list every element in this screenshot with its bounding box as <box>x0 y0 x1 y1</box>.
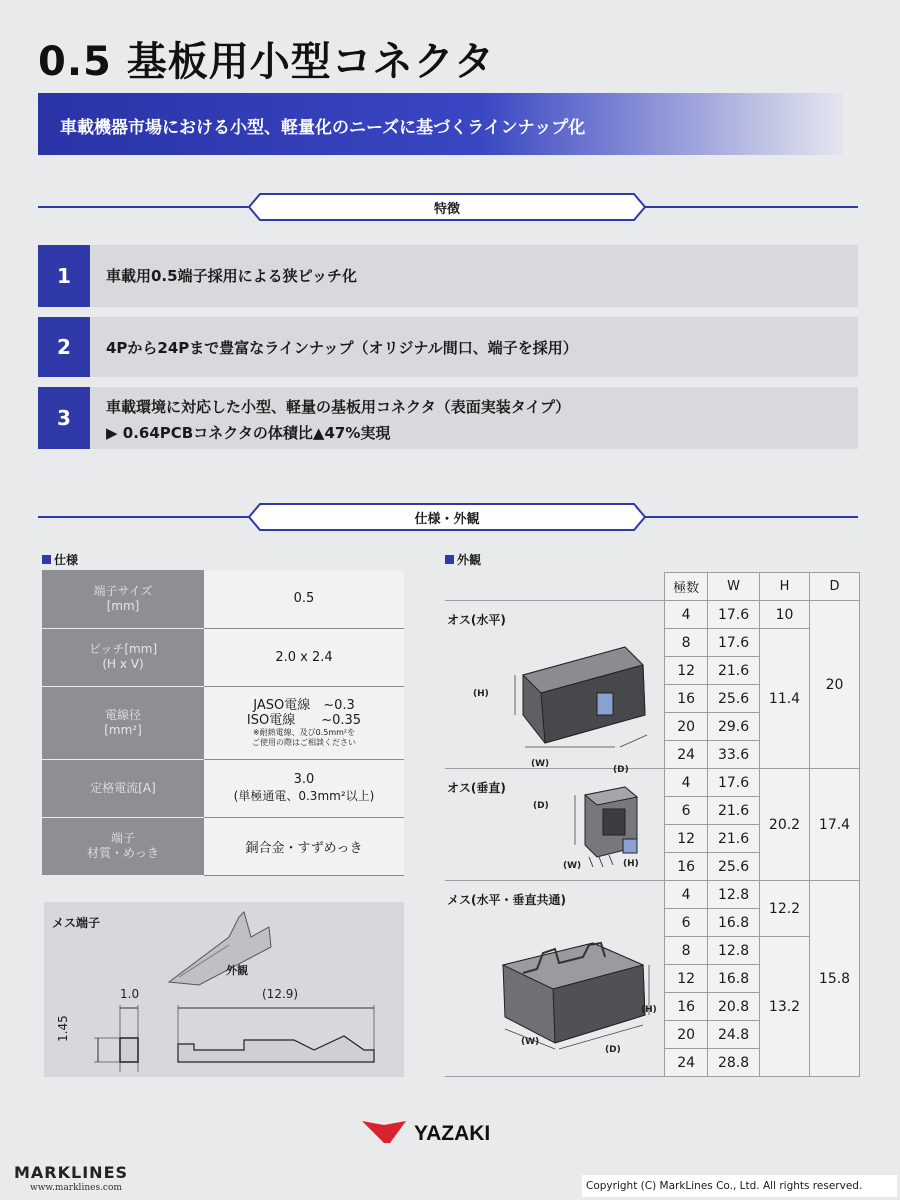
subtitle-banner <box>38 93 843 155</box>
group-male-vertical: オス(垂直) (D) (W) (H) <box>445 769 665 881</box>
dimension-height: 1.45 <box>56 1015 70 1042</box>
dimension-width: 1.0 <box>120 987 140 1001</box>
marklines-url: www.marklines.com <box>30 1183 122 1193</box>
table-row: 8 12.8 13.2 <box>445 937 860 965</box>
section-title: 仕様・外観 <box>414 512 480 527</box>
appearance-table <box>445 572 860 1077</box>
section-header-features <box>248 193 646 221</box>
dim-label: (W) <box>563 861 582 871</box>
banner-text: 車載機器市場における小型、軽量化のニーズに基づくラインナップ化 <box>60 118 586 138</box>
male-horizontal-connector-illustration <box>485 635 655 755</box>
feature-number: 2 <box>38 317 90 377</box>
dimension-length: (12.9) <box>262 987 299 1001</box>
section-header-spec <box>248 503 646 531</box>
yazaki-logo-icon <box>360 1117 540 1147</box>
table-row: 電線径 [mm²] JASO電線 ~0.3 ISO電線 ~0.35 ※耐熱電線、及び0.5mm²を ご使用の際はご相談ください <box>42 686 404 759</box>
column-header: 極数 <box>665 573 708 601</box>
table-row: オス(水平) (H) (W) (D) 4 17.6 10 20 <box>445 601 860 629</box>
feature-item <box>38 245 858 307</box>
dim-label: (W) <box>531 759 550 769</box>
feature-text: 車載用0.5端子採用による狭ピッチ化 <box>106 267 357 285</box>
appearance-heading: 外観 <box>445 551 481 568</box>
column-header: H <box>760 573 810 601</box>
table-row: 定格電流[A] 3.0 (単極通電、0.3mm²以上) <box>42 759 404 817</box>
female-connector-illustration <box>493 925 663 1055</box>
table-header-row <box>445 573 860 601</box>
terminal-dimension-drawing <box>74 1000 404 1075</box>
table-row: メス(水平・垂直共通) (H) (W) (D) 4 12.8 12.2 15.8 <box>445 881 860 909</box>
feature-item <box>38 317 858 377</box>
table-row: 6 21.6 <box>445 797 860 825</box>
marklines-logo: MARKLINES <box>14 1163 129 1182</box>
group-female: メス(水平・垂直共通) (H) (W) (D) <box>445 881 665 1077</box>
group-male-horizontal: オス(水平) (H) (W) (D) <box>445 601 665 769</box>
feature-text: 車載環境に対応した小型、軽量の基板用コネクタ（表面実装タイプ） <box>106 398 571 416</box>
table-row: 12 21.6 <box>445 825 860 853</box>
section-title: 特徴 <box>433 202 460 217</box>
brand-text: YAZAKI <box>414 1122 491 1145</box>
terminal-heading: メス端子 <box>52 916 101 930</box>
column-header: W <box>708 573 760 601</box>
dim-label: (D) <box>533 801 549 811</box>
copyright-text: Copyright (C) MarkLines Co., Ltd. All rights reserved. <box>582 1175 897 1197</box>
table-row: オス(垂直) (D) (W) (H) 4 17.6 20.2 17.4 <box>445 769 860 797</box>
terminal-exterior-label: 外観 <box>226 964 248 977</box>
page-title: 0.5 基板用小型コネクタ <box>38 39 495 85</box>
feature-text: 4Pから24Pまで豊富なラインナップ（オリジナル間口、端子を採用） <box>106 339 578 357</box>
dim-label: (H) <box>623 859 639 869</box>
yazaki-logo <box>360 1117 540 1151</box>
column-header: D <box>810 573 860 601</box>
dim-label: (W) <box>521 1037 540 1047</box>
dim-label: (H) <box>473 689 489 699</box>
table-row: 16 20.8 <box>445 993 860 1021</box>
feature-item <box>38 387 858 449</box>
table-row: ピッチ[mm] (H x V) 2.0 x 2.4 <box>42 628 404 686</box>
spec-heading: 仕様 <box>42 551 78 568</box>
table-row: 20 29.6 <box>445 713 860 741</box>
table-row: 端子 材質・めっき 銅合金・すずめっき <box>42 817 404 875</box>
table-row: 20 24.8 <box>445 1021 860 1049</box>
square-bullet-icon <box>445 555 454 564</box>
feature-number: 1 <box>38 245 90 307</box>
table-row: 24 28.8 <box>445 1049 860 1077</box>
spec-table <box>42 570 404 876</box>
dim-label: (H) <box>641 1005 657 1015</box>
table-row: 端子サイズ [mm] 0.5 <box>42 570 404 628</box>
square-bullet-icon <box>42 555 51 564</box>
table-row: 12 16.8 <box>445 965 860 993</box>
feature-number: 3 <box>38 387 90 449</box>
table-row: 6 16.8 <box>445 909 860 937</box>
table-row: 8 17.6 11.4 <box>445 629 860 657</box>
terminal-illustration <box>159 907 279 987</box>
table-row: 16 25.6 <box>445 853 860 881</box>
table-row: 12 21.6 <box>445 657 860 685</box>
dim-label: (D) <box>605 1045 621 1055</box>
female-terminal-panel <box>44 902 404 1077</box>
feature-text-sub: ▶ 0.64PCBコネクタの体積比▲47%実現 <box>106 424 391 442</box>
table-row: 16 25.6 <box>445 685 860 713</box>
dim-label: (D) <box>613 765 629 775</box>
table-row: 24 33.6 <box>445 741 860 769</box>
